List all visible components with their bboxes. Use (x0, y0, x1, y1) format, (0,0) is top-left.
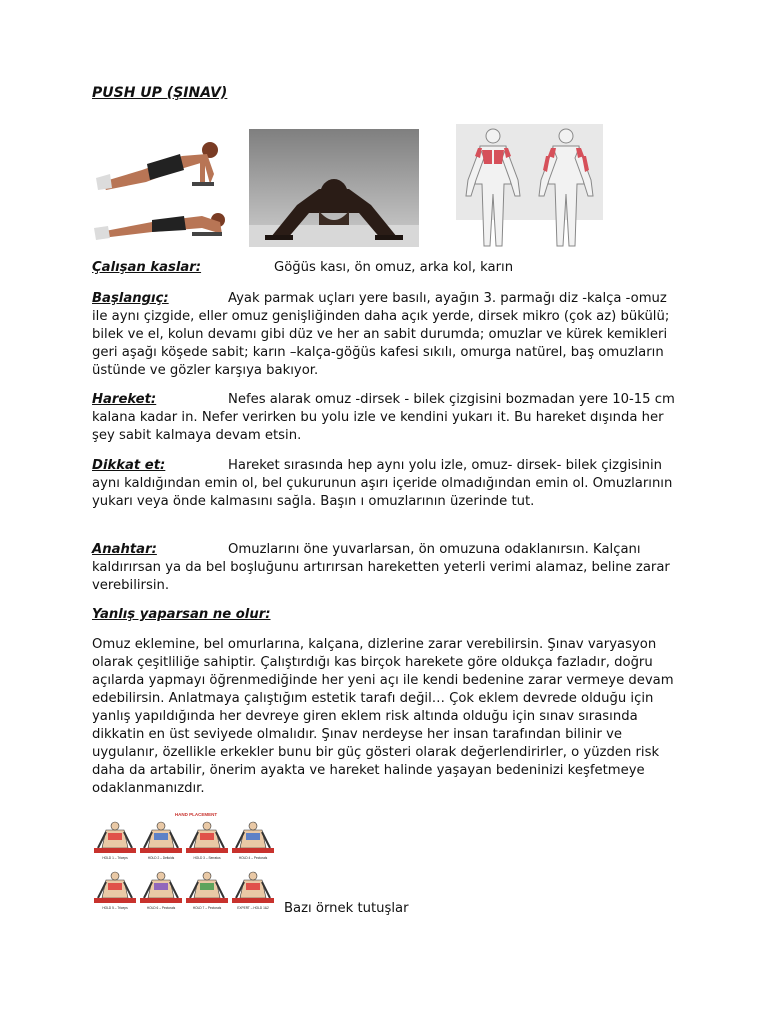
muscles-section (92, 259, 680, 277)
key-text: Omuzlarını öne yuvarlarsan, ön omuzuna odaklanırsın. Kalçanı kaldırırsan ya da bel boşluğunu artırırsan hareketten yeterli verimi alamaz, beline zarar verebilirsin. (92, 542, 670, 593)
grip-card-label: EXPERT – HOLD 1&2 (237, 906, 269, 910)
caution-text: Hareket sırasında hep aynı yolu izle, omuz- dirsek- bilek çizgisinin aynı kaldığından emin ol, bel çukurunun aşırı içeride olmadığından emin ol. Omuzlarının yukarı veya önde kalmasını sağla. Başın ı omuzlarının üzerinde tut. (92, 458, 673, 509)
key-section (92, 541, 680, 595)
movement-label: Hareket: (92, 392, 157, 407)
start-text: Ayak parmak uçları yere basılı, ayağın 3. parmağı diz -kalça -omuz ile aynı çizgide, eller omuz genişliğinden daha açık yerde, dirsek mikro (çok az) bükülü; bilek ve el, kolun devamı gibi düz ve her an sabit durumda; omuzlar ve kürek kemikleri geri aşağı köşede sabit; karın –kalça-göğüs kafesi sıkılı, omurga natürel, baş omuzların üstünde ve gözler karşıya bakıyor. (92, 291, 670, 378)
movement-section (92, 391, 680, 445)
grip-card-label: HOLD 1 – Triceps (102, 856, 128, 860)
wrong-section (92, 606, 680, 624)
pushup-closeup-photo (249, 129, 419, 247)
pushup-photo (92, 124, 232, 246)
grip-card-label: HOLD 5 – Triceps (102, 906, 128, 910)
wrong-label: Yanlış yaparsan ne olur: (92, 607, 271, 622)
body-paragraph: Omuz eklemine, bel omurlarına, kalçana, dizlerine zarar verebilirsin. Şınav varyasyon olarak çeşitliliğe sahiptir. Çalıştırdığı kas birçok harekete göre oldukça fazladır, doğru açılarda yapmayı öğrenmediğinde her yeni açı ile kendi bedenine zarar vermeye devam edebilirsin. Anlatmaya çalıştığım estetik tarafı değil… Çok eklem devrede olduğu için yanlış yapıldığında her devreye giren eklem risk altında olduğu için sınav sırasında dikkatin en üst seviyede olmalıdır. Şınav nerdeyse her insan tarafından bilinir ve uygulanır, özellikle erkekler bunu bir güç gösteri olarak değerlendirirler, o yüzden risk daha da artabilir, önerim ayakta ve hareket halinde yaşayan bedeninizi keşfetmeye odaklanmanızdır. (92, 637, 674, 796)
movement-text: Nefes alarak omuz -dirsek - bilek çizgisini bozmadan yere 10-15 cm kalana kadar in. Nefer verirken bu yolu izle ve kendini yukarı it. Bu hareket dışında her şey sabit kalmaya devam etsin. (92, 392, 675, 443)
muscles-text: Göğüs kası, ön omuz, arka kol, karın (274, 260, 514, 275)
caution-label: Dikkat et: (92, 458, 166, 473)
grip-caption: Bazı örnek tutuşlar (284, 901, 409, 916)
grip-card-label: HOLD 7 – Pectorals (192, 906, 222, 910)
caution-section (92, 457, 680, 511)
muscle-anatomy-diagram (456, 124, 603, 248)
grip-card-label: HOLD 4 – Pectorals (238, 856, 268, 860)
grip-card-label: HOLD 6 – Pectorals (146, 906, 176, 910)
page-title: PUSH UP (ŞINAV) (92, 85, 228, 101)
grip-chart-heading: HAND PLACEMENT (174, 812, 218, 817)
muscles-label: Çalışan kaslar: (92, 260, 202, 275)
grip-variations-chart (92, 810, 276, 918)
key-label: Anahtar: (92, 542, 157, 557)
grip-card-label: HOLD 3 – Serratus (193, 856, 221, 860)
start-section (92, 290, 680, 380)
start-label: Başlangıç: (92, 291, 169, 306)
grip-card-label: HOLD 2 – Deltoids (147, 856, 175, 860)
